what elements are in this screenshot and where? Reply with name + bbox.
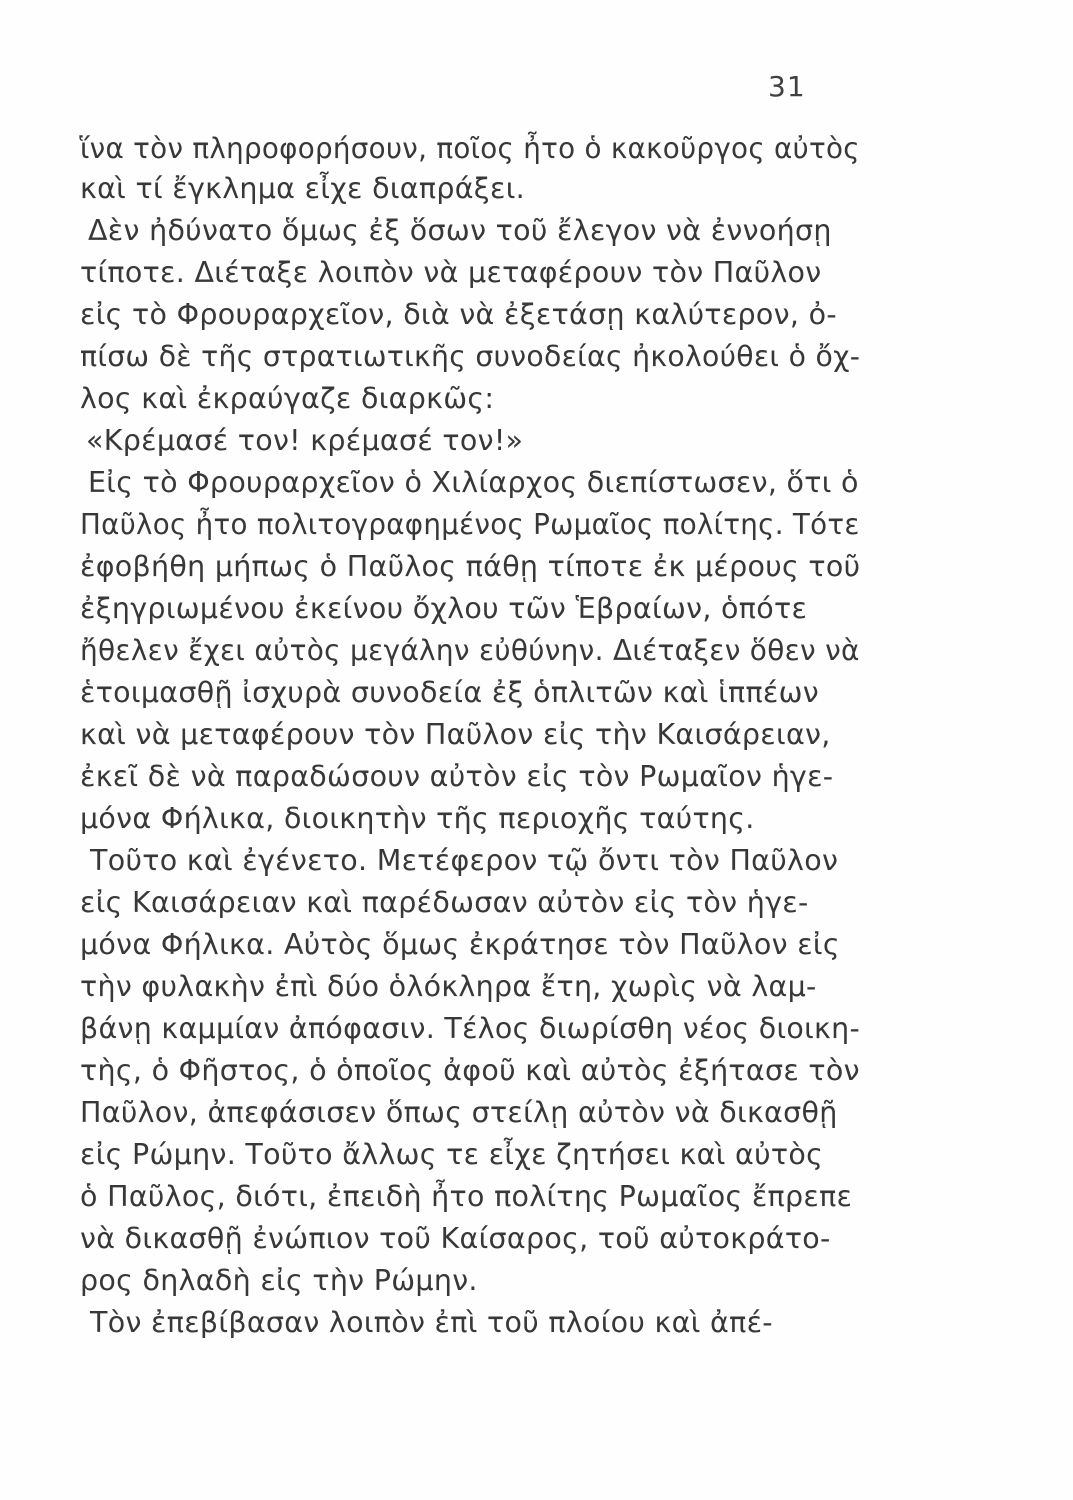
text-line: καὶ νὰ μεταφέρουν τὸν Παῦλον εἰς τὴν Καισάρειαν, xyxy=(80,718,831,751)
text-line: τίποτε. Διέταξε λοιπὸν νὰ μεταφέρουν τὸν Παῦλον xyxy=(80,256,822,289)
text-line: Δὲν ἠδύνατο ὅμως ἐξ ὅσων τοῦ ἔλεγον νὰ ἐννοήσῃ xyxy=(88,214,832,247)
text-line: Παῦλον, ἀπεφάσισεν ὅπως στείλῃ αὐτὸν νὰ δικασθῇ xyxy=(80,1096,838,1129)
text-line: μόνα Φήλικα. Αὐτὸς ὅμως ἐκράτησε τὸν Παῦλον εἰς xyxy=(80,928,840,961)
text-line: τὴς, ὁ Φῆστος, ὁ ὁποῖος ἀφοῦ καὶ αὐτὸς ἐξήτασε τὸν xyxy=(80,1054,860,1087)
text-line: «Κρέμασέ τον! κρέμασέ τον!» xyxy=(86,424,524,457)
text-line: πίσω δὲ τῆς στρατιωτικῆς συνοδείας ἠκολούθει ὁ ὄχ- xyxy=(80,340,861,373)
text-line: νὰ δικασθῇ ἐνώπιον τοῦ Καίσαρος, τοῦ αὐτοκράτο- xyxy=(80,1222,831,1255)
page-number: 31 xyxy=(768,70,806,103)
text-line: μόνα Φήλικα, διοικητὴν τῆς περιοχῆς ταύτης. xyxy=(80,802,755,835)
text-line: ἐξηγριωμένου ἐκείνου ὄχλου τῶν Ἑβραίων, ὁπότε xyxy=(80,592,808,625)
text-line: βάνῃ καμμίαν ἀπόφασιν. Τέλος διωρίσθη νέος διοικη- xyxy=(80,1012,861,1045)
text-line: ἤθελεν ἔχει αὐτὸς μεγάλην εὐθύνην. Διέταξεν ὅθεν νὰ xyxy=(80,634,860,667)
text-line: Τὸν ἐπεβίβασαν λοιπὸν ἐπὶ τοῦ πλοίου καὶ ἀπέ- xyxy=(90,1306,773,1339)
text-line: ἑτοιμασθῇ ἰσχυρὰ συνοδεία ἐξ ὁπλιτῶν καὶ ἱππέων xyxy=(80,676,820,709)
text-line: εἰς Ρώμην. Τοῦτο ἄλλως τε εἶχε ζητήσει καὶ αὐτὸς xyxy=(80,1138,824,1171)
text-line: Τοῦτο καὶ ἐγένετο. Μετέφερον τῷ ὄντι τὸν Παῦλον xyxy=(90,844,839,877)
text-line: ἐκεῖ δὲ νὰ παραδώσουν αὐτὸν εἰς τὸν Ρωμαῖον ἡγε- xyxy=(80,760,834,793)
text-line: εἰς τὸ Φρουραρχεῖον, διὰ νὰ ἐξετάσῃ καλύτερον, ὀ- xyxy=(80,298,837,331)
text-line: Παῦλος ἦτο πολιτογραφημένος Ρωμαῖος πολίτης. Τότε xyxy=(80,508,860,541)
text-line: εἰς Καισάρειαν καὶ παρέδωσαν αὐτὸν εἰς τὸν ἡγε- xyxy=(80,886,809,919)
text-line: ἵνα τὸν πληροφορήσουν, ποῖος ἦτο ὁ κακοῦργος αὐτὸς xyxy=(80,132,860,165)
text-line: ρος δηλαδὴ εἰς τὴν Ρώμην. xyxy=(80,1264,478,1297)
text-line: τὴν φυλακὴν ἐπὶ δύο ὁλόκληρα ἔτη, χωρὶς νὰ λαμ- xyxy=(80,970,817,1003)
text-line: καὶ τί ἔγκλημα εἶχε διαπράξει. xyxy=(80,172,526,205)
text-line: λος καὶ ἐκραύγαζε διαρκῶς: xyxy=(80,382,495,415)
text-line: ὁ Παῦλος, διότι, ἐπειδὴ ἦτο πολίτης Ρωμαῖος ἔπρεπε xyxy=(80,1180,853,1213)
text-line: ἐφοβήθη μήπως ὁ Παῦλος πάθῃ τίποτε ἐκ μέρους τοῦ xyxy=(80,550,861,583)
text-line: Εἰς τὸ Φρουραρχεῖον ὁ Χιλίαρχος διεπίστωσεν, ὅτι ὁ xyxy=(88,466,859,499)
